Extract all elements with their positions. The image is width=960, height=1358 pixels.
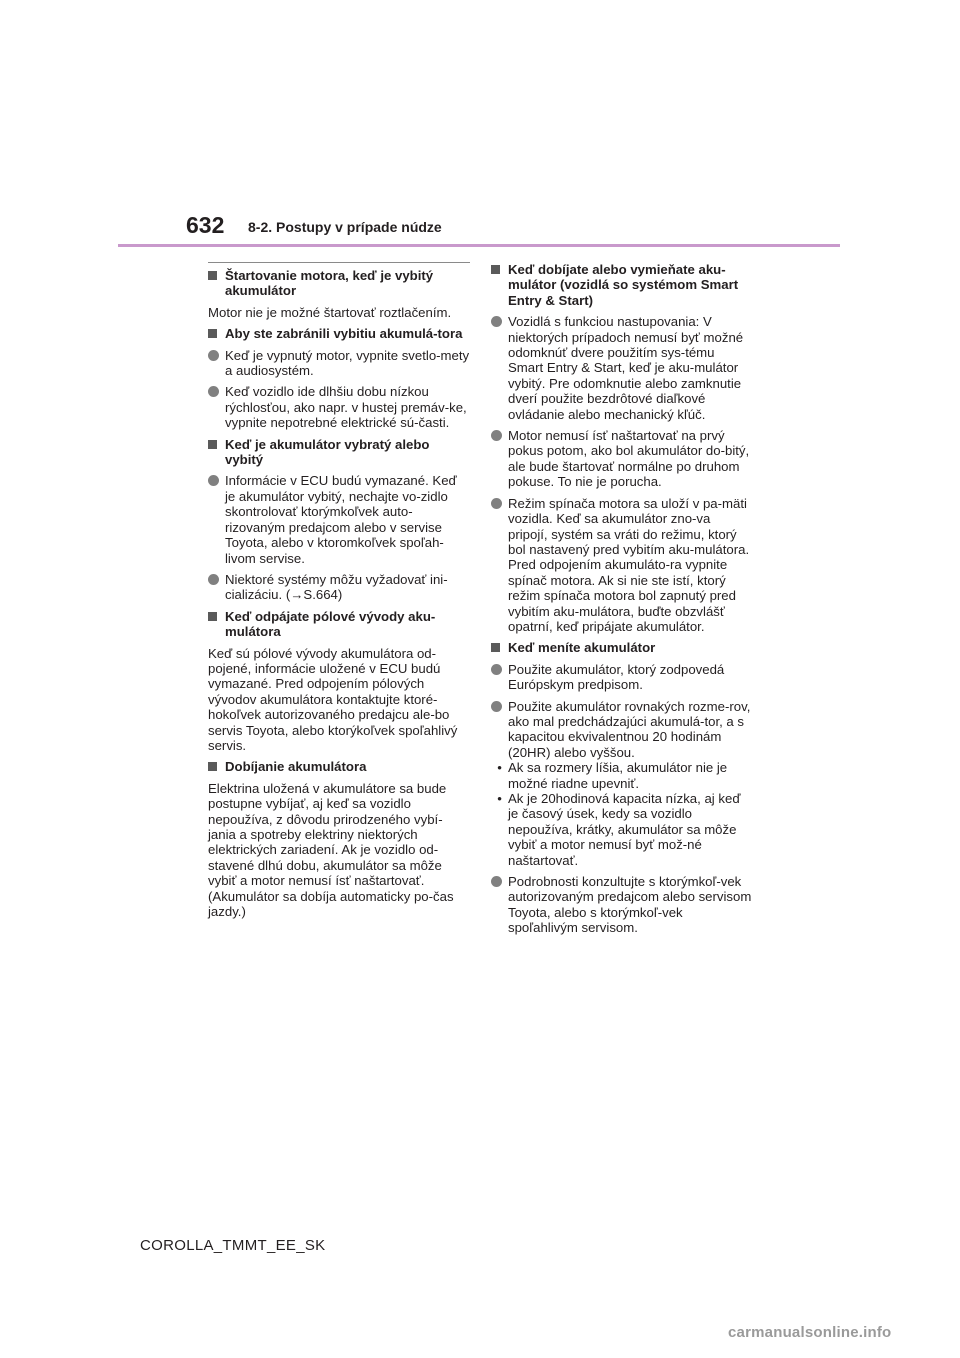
bullet-item: Keď vozidlo ide dlhšiu dobu nízkou rýchlosťou, ako napr. v hustej premáv-ke, vypnite nepotrebné elektrické sú-časti. [208,384,470,430]
section-heading: Keď odpájate pólové vývody aku-mulátora [208,609,470,640]
bullet-item: Podrobnosti konzultujte s ktorýmkoľ-vek autorizovaným predajcom alebo servisom Toyota, alebo s ktorýmkoľ-vek spoľahlivým servisom. [491,874,753,936]
section-divider [208,262,470,263]
bullet-item: Keď je vypnutý motor, vypnite svetlo-mety a audiosystém. [208,348,470,379]
square-bullet-icon [208,759,225,774]
circle-bullet-icon [491,662,508,693]
bullet-item: Motor nemusí ísť naštartovať na prvý pokus potom, ako bol akumulátor do-bitý, ale bude štartovať normálne po druhom pokuse. To nie je porucha. [491,428,753,490]
bullet-text: Použite akumulátor rovnakých rozme-rov, ako mal predchádzajúci akumulá-tor, a s kapacitou ekvivalentnou 20 hodinám (20HR) alebo vyššou. [508,698,751,760]
header-divider [118,244,840,247]
section-heading: Štartovanie motora, keď je vybitý akumulátor [208,268,470,299]
square-bullet-icon [208,268,225,299]
square-bullet-icon [208,609,225,640]
circle-bullet-icon [208,572,225,603]
circle-bullet-icon [491,428,508,490]
square-bullet-icon [491,640,508,655]
section-heading: Dobíjanie akumulátora [208,759,470,774]
document-code: COROLLA_TMMT_EE_SK [140,1237,326,1254]
bullet-item: Niektoré systémy môžu vyžadovať ini-cializáciu. (→S.664) [208,572,470,603]
paragraph: Elektrina uložená v akumulátore sa bude postupne vybíjať, aj keď sa vozidlo nepoužíva, z dôvodu prirodzeného vybí-jania a spotreby elektriny niektorých elektrických zariadení. Ak je vozidlo od-stavené dlhú dobu, akumulátor sa môže vybiť a motor nemusí ísť naštartovať. (Akumulátor sa dobíja automaticky po-čas jazdy.) [208,780,454,920]
circle-bullet-icon [208,473,225,565]
circle-bullet-icon [208,348,225,379]
bullet-item: Použite akumulátor, ktorý zodpovedá Európskym predpisom. [491,662,753,693]
bullet-item: Režim spínača motora sa uloží v pa-mäti vozidla. Keď sa akumulátor zno-va pripojí, systém sa vráti do režimu, ktorý bol nastavený pred vybitím aku-mulátora. Pred odpojením akumuláto-ra vypnite spínač motora. Ak si nie ste istí, ktorý režim spínača motora bol zapnutý pred vybitím aku-mulátora, buďte obzvlášť opatrní, keď pripájate akumulátor. [491,496,753,635]
bullet-item: Vozidlá s funkciou nastupovania: V niektorých prípadoch nemusí byť možné odomknúť dvere použitím sys-tému Smart Entry & Start, keď je aku-mulátor vybitý. Pre odomknutie alebo zamknutie dverí použite bezdrôtové diaľkové ovládanie alebo mechanický kľúč. [491,314,753,422]
section-heading: Aby ste zabránili vybitiu akumulá-tora [208,326,470,341]
bullet-item: Informácie v ECU budú vymazané. Keď je akumulátor vybitý, nechajte vo-zidlo skontrolovať ktorýmkoľvek auto-rizovaným predajcom alebo v servise Toyota, alebo v ktoromkoľvek spoľah-livom servise. [208,473,470,565]
square-bullet-icon [208,326,225,341]
bullet-item [491,699,753,868]
circle-bullet-icon [491,874,508,936]
page-number: 632 [186,212,225,238]
circle-bullet-icon [491,496,508,635]
circle-bullet-icon [491,314,508,422]
circle-bullet-icon [208,384,225,430]
left-column [208,262,470,925]
chapter-title: 8-2. Postupy v prípade núdze [248,219,442,235]
paragraph: Keď sú pólové vývody akumulátora od-pojené, informácie uložené v ECU budú vymazané. Pred odpojením pólových vývodov akumulátora kontaktujte ktoré-hokoľvek autorizovaného predajcu ale-bo servis Toyota, alebo ktorýkoľvek spoľahlivý servis. [208,645,458,753]
right-column [491,262,753,942]
dash-bullet-icon: • [497,760,502,776]
dash-bullet-icon: • [497,791,502,806]
dash-item: • Ak je 20hodinová kapacita nízka, aj keď je časový úsek, kedy sa vozidlo nepoužíva, krátky, akumulátor sa môže vybiť a motor nemusí byť mož-né naštartovať. [491,791,753,868]
paragraph: Motor nie je možné štartovať roztlačením. [208,304,452,320]
section-heading: Keď dobíjate alebo vymieňate aku-mulátor (vozidlá so systémom Smart Entry & Start) [491,262,753,308]
square-bullet-icon [208,437,225,468]
dash-item: • Ak sa rozmery líšia, akumulátor nie je možné riadne upevniť. [491,760,753,791]
square-bullet-icon [491,262,508,308]
section-heading: Keď meníte akumulátor [491,640,753,655]
section-heading: Keď je akumulátor vybratý alebo vybitý [208,437,470,468]
watermark: carmanualsonline.info [728,1324,892,1341]
